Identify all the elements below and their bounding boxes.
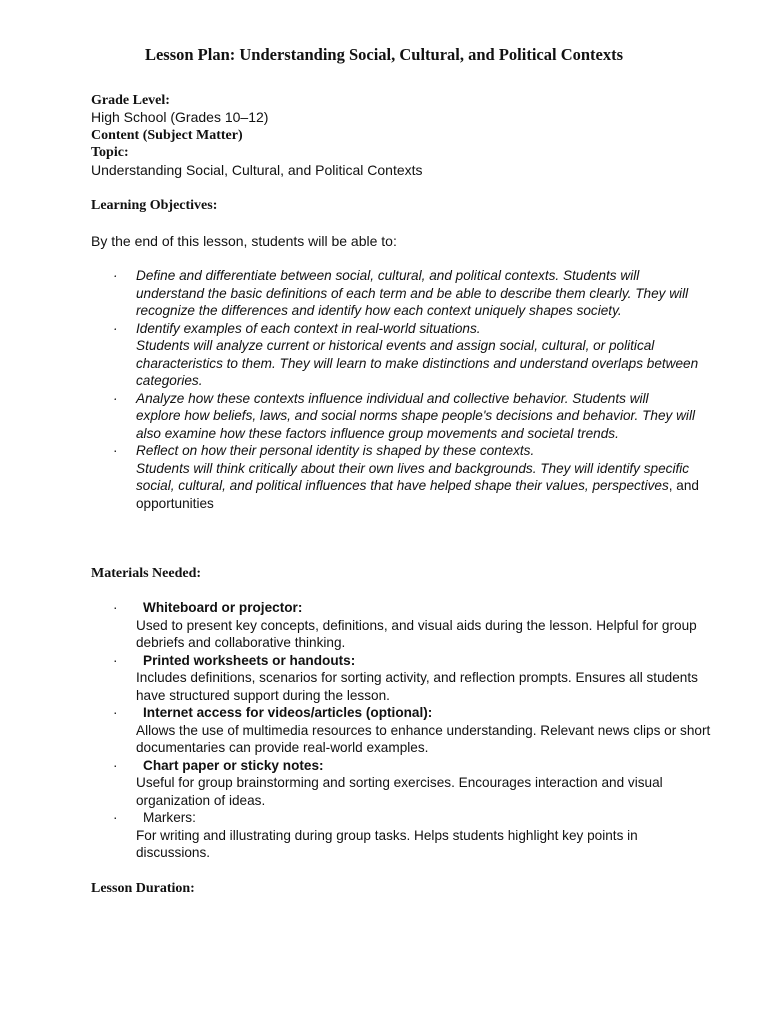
- objectives-list: [113, 267, 713, 512]
- objective-desc-tail: , and opportunities: [136, 478, 699, 511]
- list-item: [113, 390, 713, 443]
- objective-desc: understand the basic definitions of each term and be able to describe them clearly. They will recognize the differences and identify how each context uniquely shapes society.: [136, 285, 689, 318]
- objective-desc: Students will analyze current or historical events and assign social, cultural, or political characteristics to them. They will learn to make distinctions and understand overlaps between categories.: [136, 338, 699, 388]
- objective-head: Analyze how these contexts influence individual and collective behavior. Students will: [136, 390, 649, 406]
- bullet: ·: [113, 390, 118, 406]
- objective-head: Identify examples of each context in real-world situations.: [136, 320, 481, 336]
- list-item: [113, 704, 713, 757]
- bullet: ·: [113, 652, 118, 668]
- material-desc: Useful for group brainstorming and sorting exercises. Encourages interaction and visual organization of ideas.: [136, 775, 663, 808]
- material-desc: For writing and illustrating during group tasks. Helps students highlight key points in discussions.: [136, 827, 638, 860]
- lesson-duration-heading: Lesson Duration:: [91, 881, 195, 896]
- bullet: ·: [113, 268, 118, 283]
- topic-label: Topic:: [91, 145, 129, 160]
- content-label: Content (Subject Matter): [91, 128, 243, 143]
- objective-head: Define and differentiate between social, cultural, and political contexts. Students will: [136, 268, 640, 283]
- topic-value: Understanding Social, Cultural, and Political Contexts: [91, 162, 423, 178]
- bullet: ·: [113, 443, 118, 458]
- list-item: [113, 757, 713, 810]
- material-name: Printed worksheets or handouts:: [143, 652, 356, 668]
- material-desc: Used to present key concepts, definitions, and visual aids during the lesson. Helpful for group debriefs and collaborative thinking.: [136, 617, 697, 650]
- material-desc: Includes definitions, scenarios for sorting activity, and reflection prompts. Ensures all students have structured support during the lesson.: [136, 670, 698, 703]
- page-title: Lesson Plan: Understanding Social, Cultural, and Political Contexts: [144, 45, 624, 64]
- materials-list: [113, 599, 713, 862]
- objective-head: Reflect on how their personal identity is shaped by these contexts.: [136, 443, 535, 458]
- list-item: [113, 599, 713, 652]
- learning-objectives-heading: Learning Objectives:: [91, 198, 218, 213]
- list-item: [113, 320, 713, 390]
- objective-desc: [136, 460, 713, 513]
- list-item: [113, 652, 713, 705]
- material-desc: Allows the use of multimedia resources to enhance understanding. Relevant news clips or short documentaries can provide real-world examples.: [136, 722, 711, 755]
- bullet: ·: [113, 320, 118, 336]
- material-name: Markers:: [143, 810, 196, 825]
- materials-heading: Materials Needed:: [91, 566, 202, 581]
- objective-desc: explore how beliefs, laws, and social norms shape people's decisions and behavior. They will also examine how these factors influence group movements and societal trends.: [136, 408, 695, 441]
- learning-objectives-intro: By the end of this lesson, students will be able to:: [91, 233, 397, 249]
- objective-desc-italic-tail: perspectives: [592, 478, 669, 493]
- bullet: ·: [113, 810, 118, 825]
- material-name: Whiteboard or projector:: [143, 600, 303, 615]
- material-name: Internet access for videos/articles (optional):: [143, 705, 433, 720]
- objective-desc-text: Students will think critically about their own lives and backgrounds. They will identify specific social, cultural, and political influences that have helped shape their values,: [136, 460, 690, 493]
- bullet: ·: [113, 757, 118, 773]
- grade-level-value: High School (Grades 10–12): [91, 109, 269, 125]
- bullet: ·: [113, 705, 118, 720]
- list-item: [113, 267, 713, 320]
- list-item: [113, 809, 713, 862]
- bullet: ·: [113, 600, 118, 615]
- grade-level-label: Grade Level:: [91, 93, 170, 108]
- material-name: Chart paper or sticky notes:: [143, 757, 324, 773]
- list-item: [113, 442, 713, 512]
